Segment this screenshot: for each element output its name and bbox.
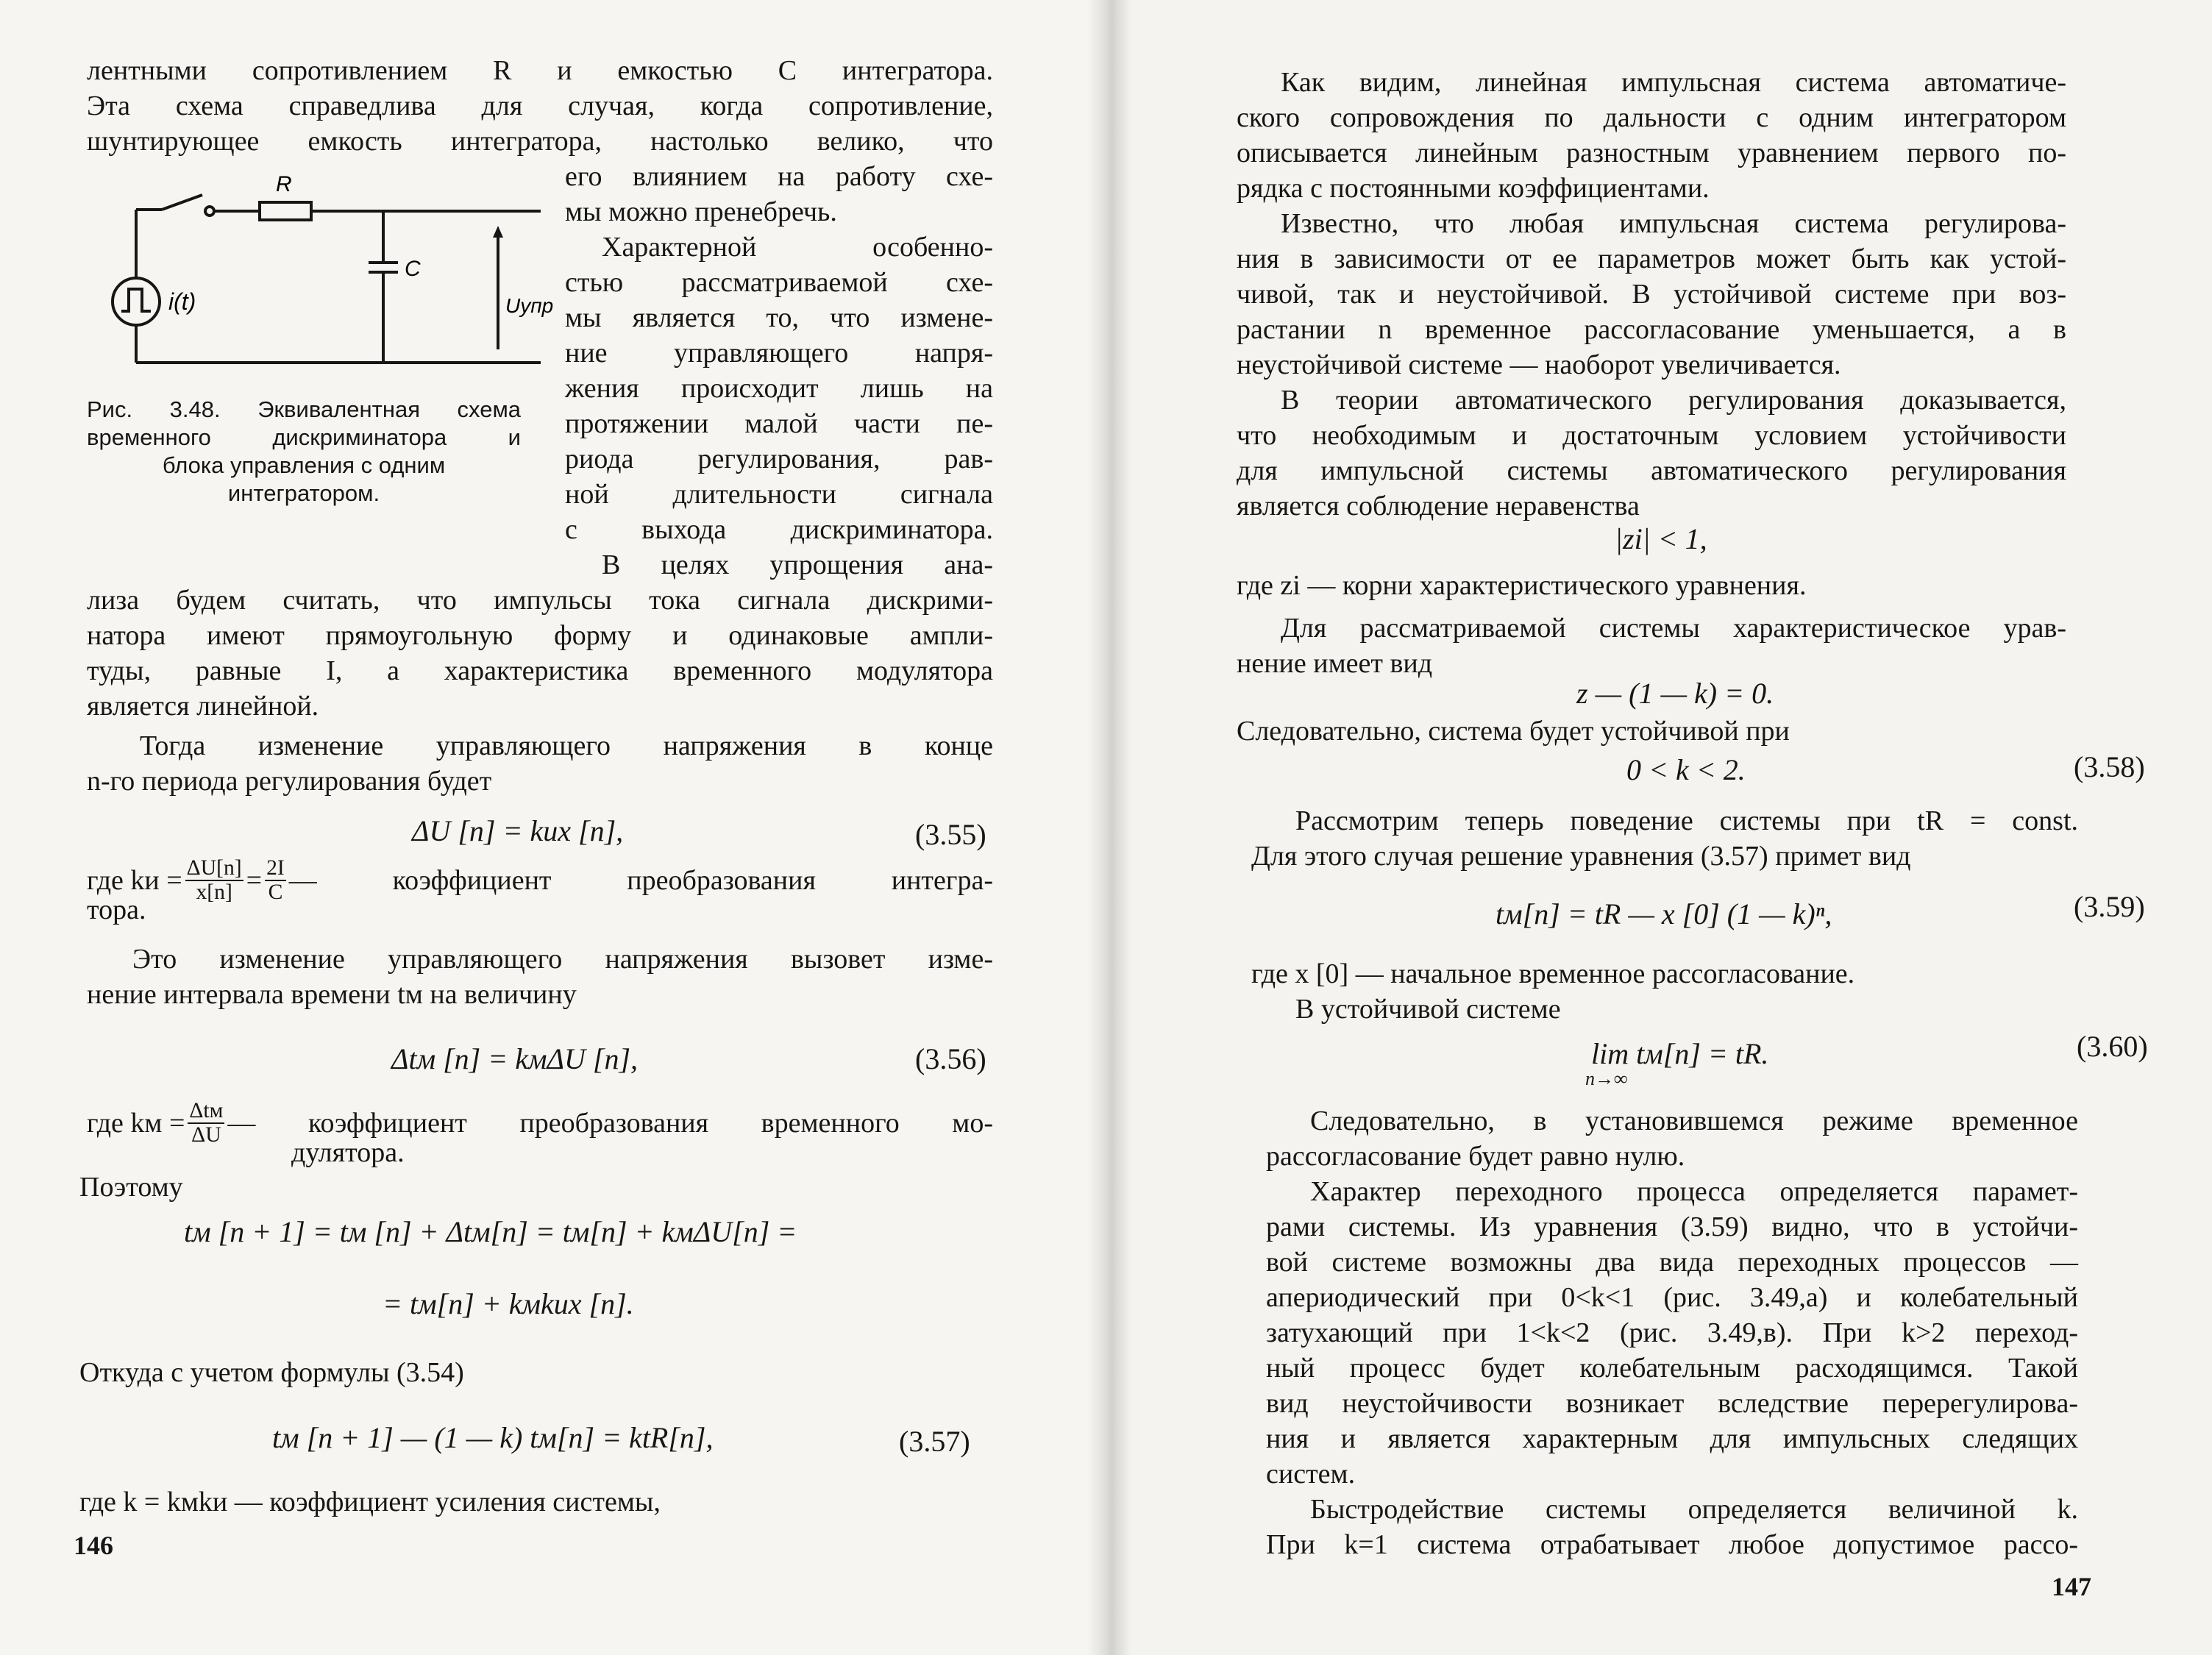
text-line: Эта схема справедлива для случая, когда сопротивление, [87,90,993,121]
text-line: протяжении малой части пе- [565,408,993,439]
fraction-denominator: C [268,880,283,905]
figure-caption-line: блока управления с одним [162,452,446,478]
text-line: ния в зависимости от ее параметров может быть как устой- [1237,243,2066,274]
text-line: Рассмотрим теперь поведение системы при tR = const. [1295,805,2078,836]
text-line: рами системы. Из уравнения (3.59) видно, что в устойчи- [1266,1211,2078,1242]
fraction [188,1100,224,1147]
text-line: нение имеет вид [1237,648,1433,679]
text-line: рассогласование будет равно нулю. [1266,1141,1685,1172]
text-line: описывается линейным разностным уравнением первого по- [1237,138,2066,168]
text-line: является соблюдение неравенства [1237,491,1640,522]
fraction-numerator: ΔU[n] [185,857,243,881]
equation-number: (3.58) [2074,750,2145,783]
text-line: систем. [1266,1459,1356,1490]
text-line: что необходимым и достаточным условием устойчивости [1237,420,2066,451]
text-line: Как видим, линейная импульсная система автоматиче- [1281,67,2066,98]
text-line: При k=1 система отрабатывает любое допустимое рассо- [1266,1529,2078,1560]
text-line: нение интервала времени tм на величину [87,979,577,1010]
where-clause-3-56 [87,1100,993,1147]
text-line: Следовательно, система будет устойчивой при [1237,716,1790,747]
text-line: жения происходит лишь на [565,373,993,404]
equation-number: (3.59) [2074,890,2145,923]
text-line: В целях упрощения ана- [602,549,993,580]
text-line: где x [0] — начальное временное рассогласование. [1251,958,1855,989]
text-line: Характер переходного процесса определяется парамет- [1310,1176,2078,1207]
text-line: туды, равные I, а характеристика временного модулятора [87,655,993,686]
text-line: рядка с постоянными коэффициентами. [1237,173,1710,204]
fraction [185,857,243,904]
text-line: Для этого случая решение уравнения (3.57) примет вид [1251,841,1911,872]
fraction-numerator: Δtм [188,1100,224,1124]
text-line: стью рассматриваемой схе- [565,267,993,298]
text-line: где zi — корни характеристического уравнения. [1237,570,1807,601]
fraction-numerator: 2I [265,857,286,881]
where-clause-3-55 [87,857,993,904]
arrow-head [493,226,503,238]
limit-subscript: n→∞ [1585,1068,1628,1089]
text-line: мы является то, что измене- [565,302,993,333]
where-text: — коэффициент преобразования временного мо- [227,1108,993,1139]
text-line: является линейной. [87,691,319,722]
equation-3-56: Δtм [n] = kмΔU [n], [391,1042,639,1075]
output-label: Uупр [505,294,554,317]
text-line: ния и является характерным для импульсных следящих [1266,1423,2078,1454]
text-line: где k = kмkи — коэффициент усиления системы, [79,1487,661,1517]
characteristic-equation: z — (1 — k) = 0. [1576,677,1774,710]
text-line: с выхода дискриминатора. [565,514,993,545]
capacitor-label: C [405,257,421,281]
text-line: Поэтому [79,1172,183,1203]
figure-caption-line: временного дискриминатора и [87,424,521,450]
text-line: ского сопровождения по дальности с одним интегратором [1237,102,2066,133]
text-line: чивой, так и неустойчивой. В устойчивой системе при воз- [1237,279,2066,310]
fraction-denominator: ΔU [191,1123,221,1147]
resistor-label: R [276,172,292,196]
equation-3-55: ΔU [n] = kиx [n], [412,814,624,847]
text-line: В устойчивой системе [1295,994,1561,1025]
where-text: — коэффициент преобразования интегра- [288,865,993,897]
book-gutter [1087,0,1131,1655]
where-prefix: где kи = [87,865,182,897]
text-line: ной длительности сигнала [565,479,993,510]
inequality: |zi| < 1, [1615,522,1707,555]
right-page [1106,0,2212,1655]
text-line: ние управляющего напря- [565,338,993,369]
equation-3-60: lim tм[n] = tR. [1591,1037,1769,1070]
text-line: натора имеют прямоугольную форму и одинаковые ампли- [87,620,993,651]
equation-long-1: tм [n + 1] = tм [n] + Δtм[n] = tм[n] + kмΔU[n] = [184,1215,797,1248]
equation-3-57: tм [n + 1] — (1 — k) tм[n] = ktR[n], [272,1421,714,1454]
text-line: растании n временное рассогласование уменьшается, а в [1237,314,2066,345]
text-line: Следовательно, в установившемся режиме временное [1310,1106,2078,1136]
text-line: лентными сопротивлением R и емкостью C интегратора. [87,55,993,86]
circuit-diagram [92,166,554,394]
equation-long-2: = tм[n] + kмkиx [n]. [383,1287,634,1320]
source-label: i(t) [168,288,196,315]
text-line: вой системе возможны два вида переходных процессов — [1266,1247,2078,1278]
equation-number: (3.55) [915,818,986,851]
text-line: дулятора. [291,1137,405,1168]
text-line: Откуда с учетом формулы (3.54) [79,1357,464,1388]
equation-number: (3.60) [2077,1030,2148,1063]
text-line: шунтирующее емкость интегратора, настолько велико, что [87,126,993,157]
equation-3-59: tм[n] = tR — x [0] (1 — k)ⁿ, [1496,897,1832,930]
text-line: Характерной особенно- [602,232,993,263]
text-line: Быстродействие системы определяется величиной k. [1310,1494,2078,1525]
text-line: неустойчивой системе — наоборот увеличивается. [1237,349,1841,380]
figure-caption-line: интегратором. [227,480,380,506]
text-line: Известно, что любая импульсная система регулирова- [1281,208,2066,239]
text-line: тора. [87,894,146,925]
text-line: В теории автоматического регулирования доказывается, [1281,385,2066,416]
equation-number: (3.56) [915,1042,986,1075]
text-line: n-го периода регулирования будет [87,766,492,797]
text-line: ный процесс будет колебательным расходящимся. Такой [1266,1353,2078,1384]
text-line: для импульсной системы автоматического регулирования [1237,455,2066,486]
text-line: риода регулирования, рав- [565,444,993,474]
text-line: лиза будем считать, что импульсы тока сигнала дискрими- [87,585,993,616]
text-line: вид неустойчивости возникает вследствие перерегулирова- [1266,1388,2078,1419]
text-line: затухающий при 1<k<2 (рис. 3.49,в). При k>2 переход- [1266,1317,2078,1348]
equation-3-58: 0 < k < 2. [1626,753,1746,786]
text-line: Для рассматриваемой системы характеристическое урав- [1281,613,2066,644]
text-line: Тогда изменение управляющего напряжения в конце [140,730,993,761]
where-prefix: где kм = [87,1108,185,1139]
text-line: апериодический при 0<k<1 (рис. 3.49,a) и колебательный [1266,1282,2078,1313]
equals-sign: = [246,865,263,897]
figure-caption-line: Рис. 3.48. Эквивалентная схема [87,396,521,422]
equation-number: (3.57) [899,1425,970,1458]
page-number: 147 [2052,1572,2091,1601]
fraction-denominator: x[n] [196,880,232,905]
text-line: его влиянием на работу схе- [565,161,993,192]
text-line: мы можно пренебречь. [565,196,837,227]
page-number: 146 [74,1531,113,1560]
text-line: Это изменение управляющего напряжения вызовет изме- [132,944,993,975]
fraction [265,857,286,904]
